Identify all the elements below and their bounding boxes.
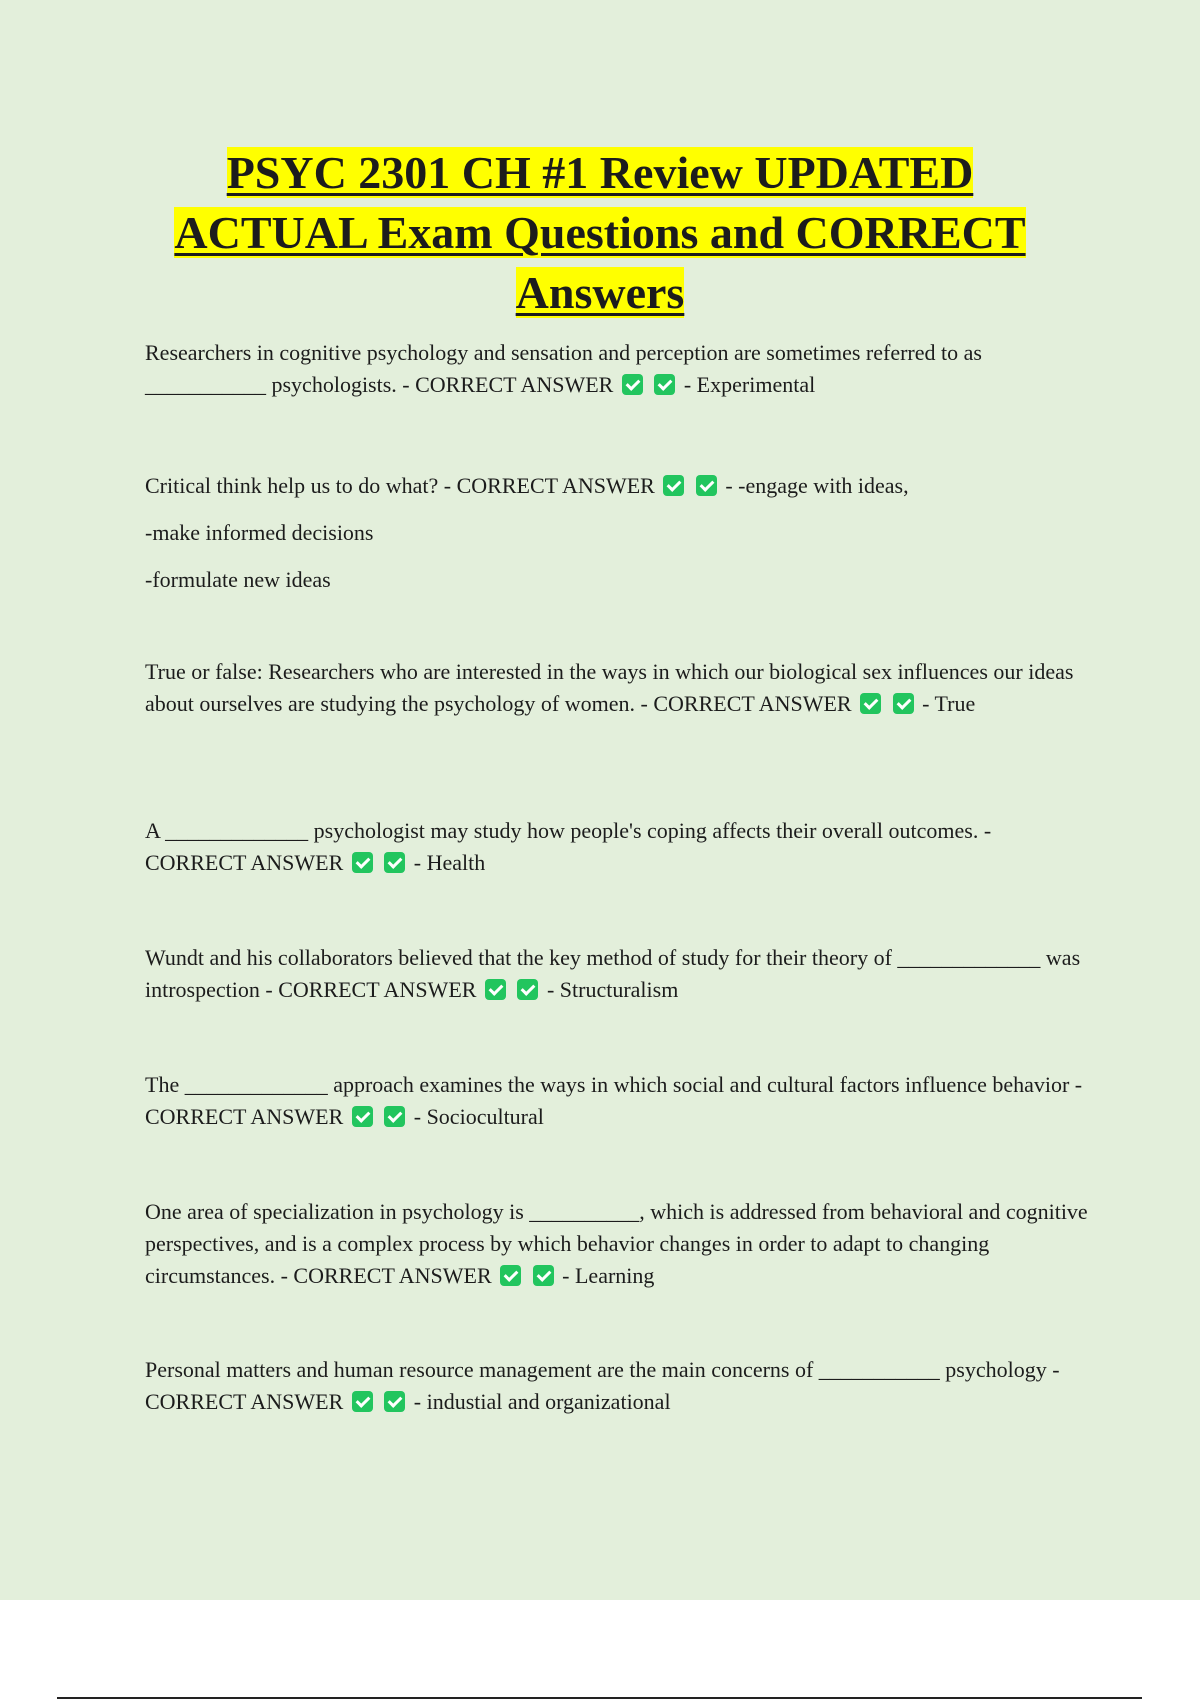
answer-text: - -engage with ideas, bbox=[725, 473, 909, 498]
check-mark-icon bbox=[352, 1106, 373, 1127]
question-text: A _____________ psychologist may study how people's coping affects their overall outcomes. - CORRECT ANSWER bbox=[145, 818, 992, 875]
question-text: True or false: Researchers who are interested in the ways in which our biological sex influences our ideas about ourselves are studying the psychology of women. - CORRECT ANSWER bbox=[145, 659, 1074, 716]
answer-list-item: -formulate new ideas bbox=[145, 567, 331, 592]
qa-item bbox=[145, 337, 1095, 401]
check-mark-icon bbox=[622, 374, 643, 395]
check-mark-icon bbox=[384, 1106, 405, 1127]
qa-item bbox=[145, 815, 1095, 879]
qa-item bbox=[145, 656, 1095, 720]
question-text: One area of specialization in psychology is __________, which is addressed from behavioral and cognitive perspectives, and is a complex process by which behavior changes in order to adapt to changing circumstances. - CORRECT ANSWER bbox=[145, 1199, 1088, 1288]
check-mark-icon bbox=[517, 979, 538, 1000]
qa-item bbox=[145, 1354, 1095, 1418]
question-text: Wundt and his collaborators believed that the key method of study for their theory of _____________ was introspection - CORRECT ANSWER bbox=[145, 945, 1081, 1002]
check-mark-icon bbox=[352, 1391, 373, 1412]
document-title: PSYC 2301 CH #1 Review UPDATED ACTUAL Exam Questions and CORRECT Answers bbox=[174, 147, 1026, 318]
page-divider bbox=[57, 1697, 1142, 1699]
qa-item bbox=[145, 1069, 1095, 1133]
question-text: Personal matters and human resource management are the main concerns of ___________ psychology - CORRECT ANSWER bbox=[145, 1357, 1060, 1414]
answer-text: - Structuralism bbox=[546, 977, 679, 1002]
check-mark-icon bbox=[893, 693, 914, 714]
question-text: Critical think help us to do what? - CORRECT ANSWER bbox=[145, 473, 655, 498]
check-mark-icon bbox=[533, 1265, 554, 1286]
qa-item bbox=[145, 1196, 1095, 1292]
answer-text: - Learning bbox=[562, 1263, 655, 1288]
check-mark-icon bbox=[384, 852, 405, 873]
check-mark-icon bbox=[384, 1391, 405, 1412]
answer-text: - Health bbox=[413, 850, 486, 875]
check-mark-icon bbox=[860, 693, 881, 714]
answer-text: - Experimental bbox=[683, 372, 816, 397]
qa-item bbox=[145, 470, 1095, 502]
question-text: Researchers in cognitive psychology and sensation and perception are sometimes referred to as ___________ psychologists. - CORRECT ANSWER bbox=[145, 340, 982, 397]
answer-text: - industial and organizational bbox=[413, 1389, 671, 1414]
question-text: The _____________ approach examines the ways in which social and cultural factors influence behavior - CORRECT ANSWER bbox=[145, 1072, 1083, 1129]
check-mark-icon bbox=[663, 475, 684, 496]
check-mark-icon bbox=[352, 852, 373, 873]
check-mark-icon bbox=[654, 374, 675, 395]
check-mark-icon bbox=[500, 1265, 521, 1286]
qa-item bbox=[145, 942, 1095, 1006]
check-mark-icon bbox=[485, 979, 506, 1000]
check-mark-icon bbox=[696, 475, 717, 496]
answer-list-item: -make informed decisions bbox=[145, 520, 374, 545]
answer-text: - Sociocultural bbox=[413, 1104, 544, 1129]
answer-text: - True bbox=[922, 691, 976, 716]
